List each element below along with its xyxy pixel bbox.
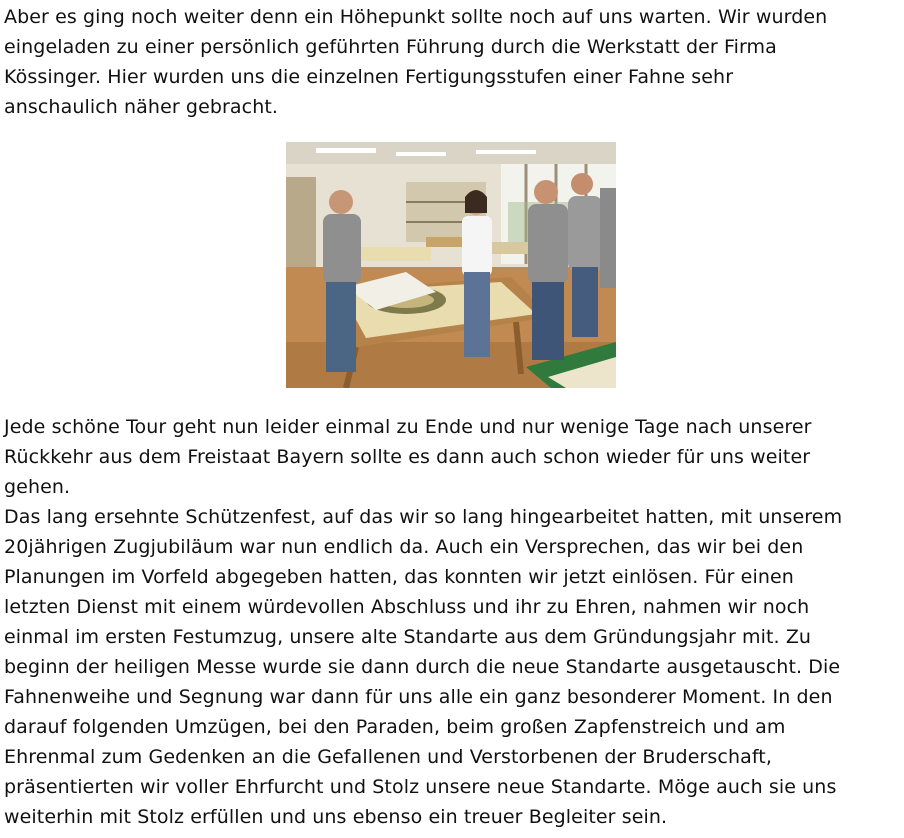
text-line: Fahnenweihe und Segnung war dann für uns alle ein ganz besonderer Moment. In den [4,686,833,708]
text-line: letzten Dienst mit einem würdevollen Abschluss und ihr zu Ehren, nahmen wir noch [4,596,810,618]
text-line: Rückkehr aus dem Freistaat Bayern sollte es dann auch schon wieder für uns weiter [4,446,811,468]
text-line: Planungen im Vorfeld abgegeben hatten, das konnten wir jetzt einlösen. Für einen [4,566,794,588]
text-line: weiterhin mit Stolz erfüllen und uns ebenso ein treuer Begleiter sein. [4,806,668,828]
workshop-photo-illustration [286,142,616,388]
text-line: präsentierten wir voller Ehrfurcht und Stolz unsere neue Standarte. Möge auch sie uns [4,776,837,798]
text-line: Aber es ging noch weiter denn ein Höhepunkt sollte noch auf uns warten. Wir wurden [4,6,828,28]
paragraph-schuetzenfest [4,502,900,832]
text-line: Das lang ersehnte Schützenfest, auf das wir so lang hingearbeitet hatten, mit unserem [4,506,843,528]
text-line: Jede schöne Tour geht nun leider einmal zu Ende und nur wenige Tage nach unserer [4,416,812,438]
workshop-photo [286,142,616,388]
paragraph-workshop-visit [4,2,900,122]
text-line: darauf folgenden Umzügen, bei den Paraden, beim großen Zapfenstreich und am [4,716,786,738]
text-line: Kössinger. Hier wurden uns die einzelnen Fertigungsstufen einer Fahne sehr [4,66,734,88]
text-line: 20jährigen Zugjubiläum war nun endlich da. Auch ein Versprechen, das wir bei den [4,536,804,558]
text-line: eingeladen zu einer persönlich geführten Führung durch die Werkstatt der Firma [4,36,777,58]
text-line: anschaulich näher gebracht. [4,96,279,118]
text-line: Ehrenmal zum Gedenken an die Gefallenen und Verstorbenen der Bruderschaft, [4,746,772,768]
text-line: einmal im ersten Festumzug, unsere alte Standarte aus dem Gründungsjahr mit. Zu [4,626,812,648]
paragraph-tour-end [4,412,900,502]
text-line: gehen. [4,476,71,498]
text-line: beginn der heiligen Messe wurde sie dann durch die neue Standarte ausgetauscht. Die [4,656,841,678]
